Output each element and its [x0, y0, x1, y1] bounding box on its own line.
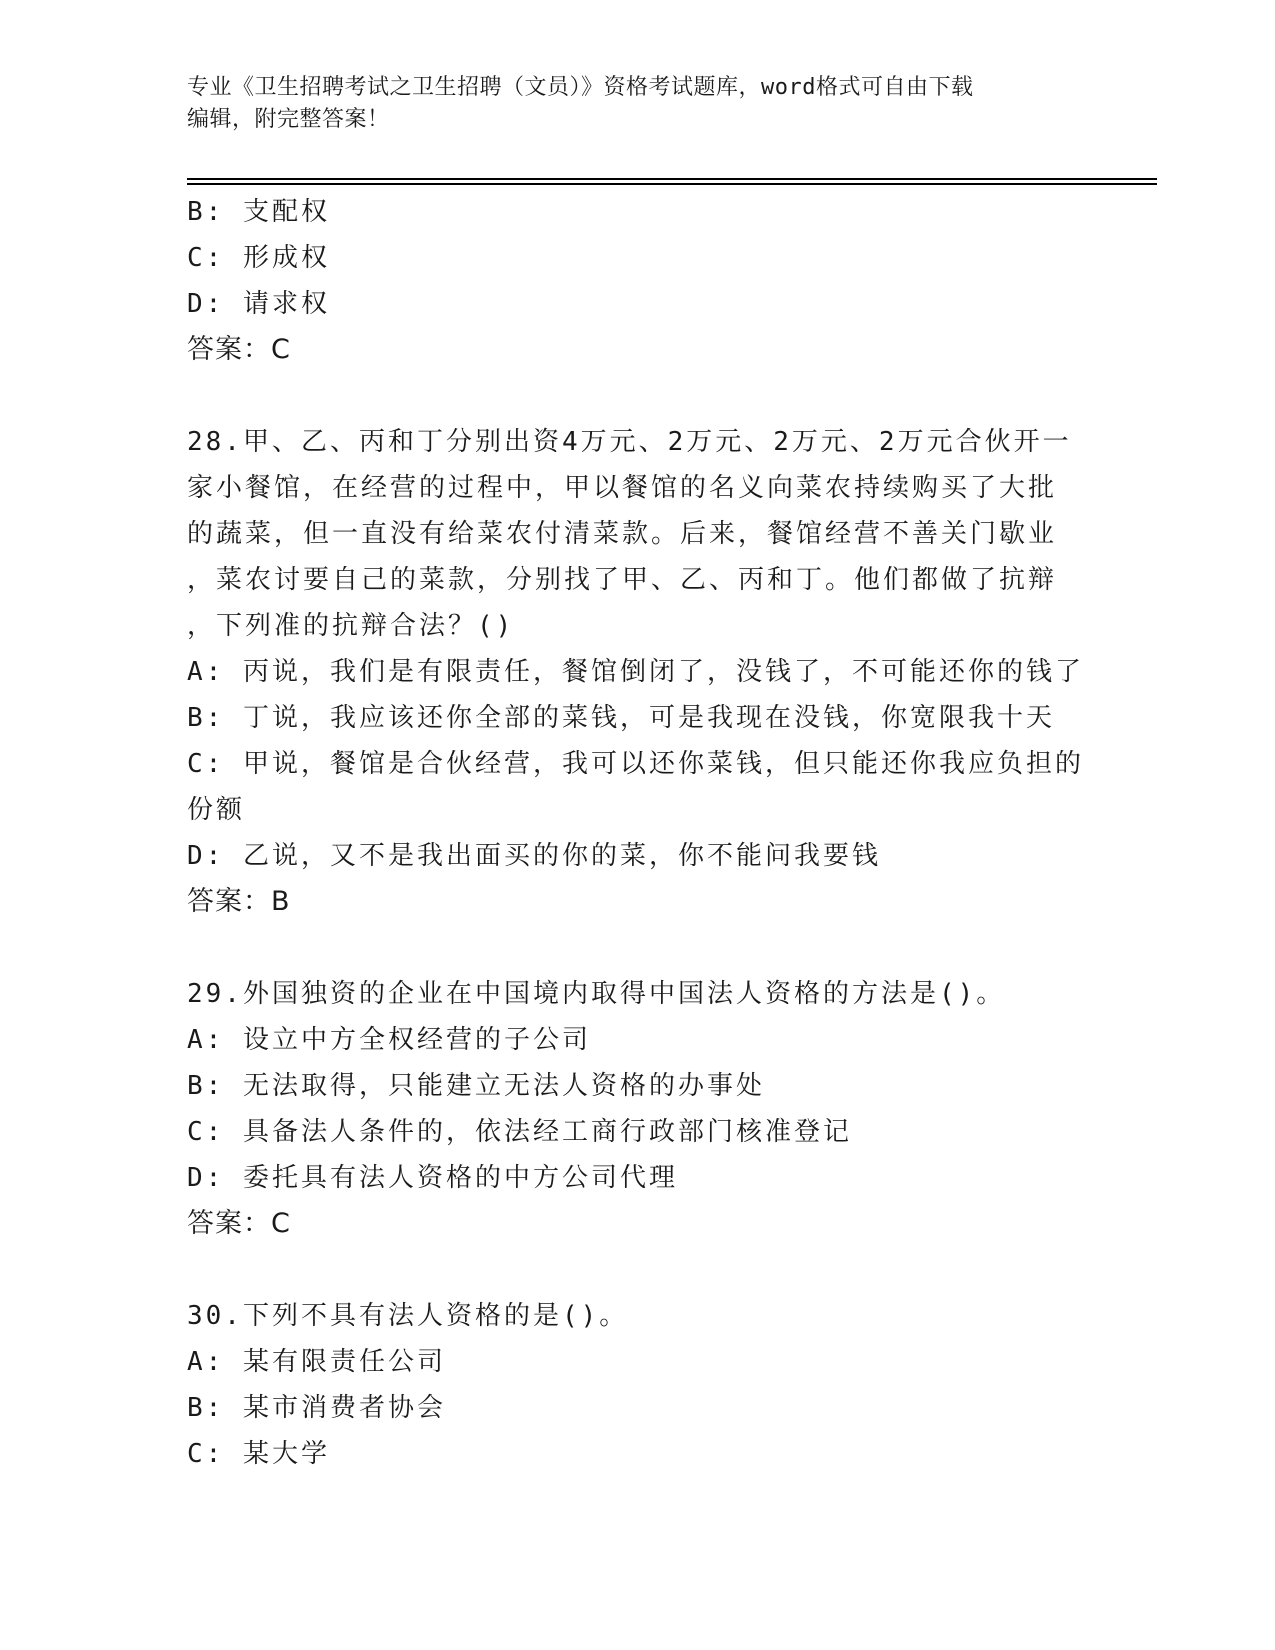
option-d: D: 请求权 [187, 289, 330, 319]
option-b: B: 丁说，我应该还你全部的菜钱，可是我现在没钱，你宽限我十天 [187, 703, 1055, 733]
option-a: A: 某有限责任公司 [187, 1347, 446, 1377]
option-c: C: 某大学 [187, 1439, 330, 1469]
option-b: B: 无法取得，只能建立无法人资格的办事处 [187, 1071, 765, 1101]
option-c: C: 具备法人条件的，依法经工商行政部门核准登记 [187, 1117, 852, 1147]
option-b: B: 支配权 [187, 197, 330, 227]
option-d: D: 乙说，又不是我出面买的你的菜，你不能问我要钱 [187, 841, 881, 871]
option-b: B: 某市消费者协会 [187, 1393, 446, 1423]
header-divider-top [187, 178, 1157, 180]
question-stem-line: 的蔬菜，但一直没有给菜农付清菜款。后来，餐馆经营不善关门歇业 [187, 519, 1058, 549]
option-c-continuation: 份额 [187, 795, 246, 825]
question-stem-line: ，下列准的抗辩合法？() [187, 611, 515, 641]
question-28 [187, 419, 1087, 925]
question-stem-line: ，菜农讨要自己的菜款，分别找了甲、乙、丙和丁。他们都做了抗辩 [187, 565, 1058, 595]
question-stem-line: 29.外国独资的企业在中国境内取得中国法人资格的方法是()。 [187, 979, 1006, 1009]
question-stem-line: 家小餐馆，在经营的过程中，甲以餐馆的名义向菜农持续购买了大批 [187, 473, 1058, 503]
question-29 [187, 971, 1087, 1247]
option-c: C: 形成权 [187, 243, 330, 273]
option-c: C: 甲说，餐馆是合伙经营，我可以还你菜钱，但只能还你我应负担的 [187, 749, 1084, 779]
question-stem-line: 28.甲、乙、丙和丁分别出资4万元、2万元、2万元、2万元合伙开一 [187, 427, 1072, 457]
question-30 [187, 1293, 1087, 1477]
header-line-1: 专业《卫生招聘考试之卫生招聘（文员）》资格考试题库，word格式可自由下载 [187, 75, 974, 100]
option-a: A: 设立中方全权经营的子公司 [187, 1025, 591, 1055]
answer-label: 答案：C [187, 1208, 291, 1239]
option-a: A: 丙说，我们是有限责任，餐馆倒闭了，没钱了，不可能还你的钱了 [187, 657, 1084, 687]
question-27-tail [187, 189, 1087, 373]
question-content [187, 189, 1087, 1477]
answer-label: 答案：B [187, 886, 291, 917]
header-divider-bottom [187, 183, 1157, 185]
header-line-2: 编辑，附完整答案！ [187, 107, 390, 132]
option-d: D: 委托具有法人资格的中方公司代理 [187, 1163, 678, 1193]
answer-label: 答案：C [187, 334, 291, 365]
question-stem-line: 30.下列不具有法人资格的是()。 [187, 1301, 629, 1331]
spacer [187, 925, 1087, 971]
spacer [187, 373, 1087, 419]
document-header [187, 72, 1067, 136]
spacer [187, 1247, 1087, 1293]
